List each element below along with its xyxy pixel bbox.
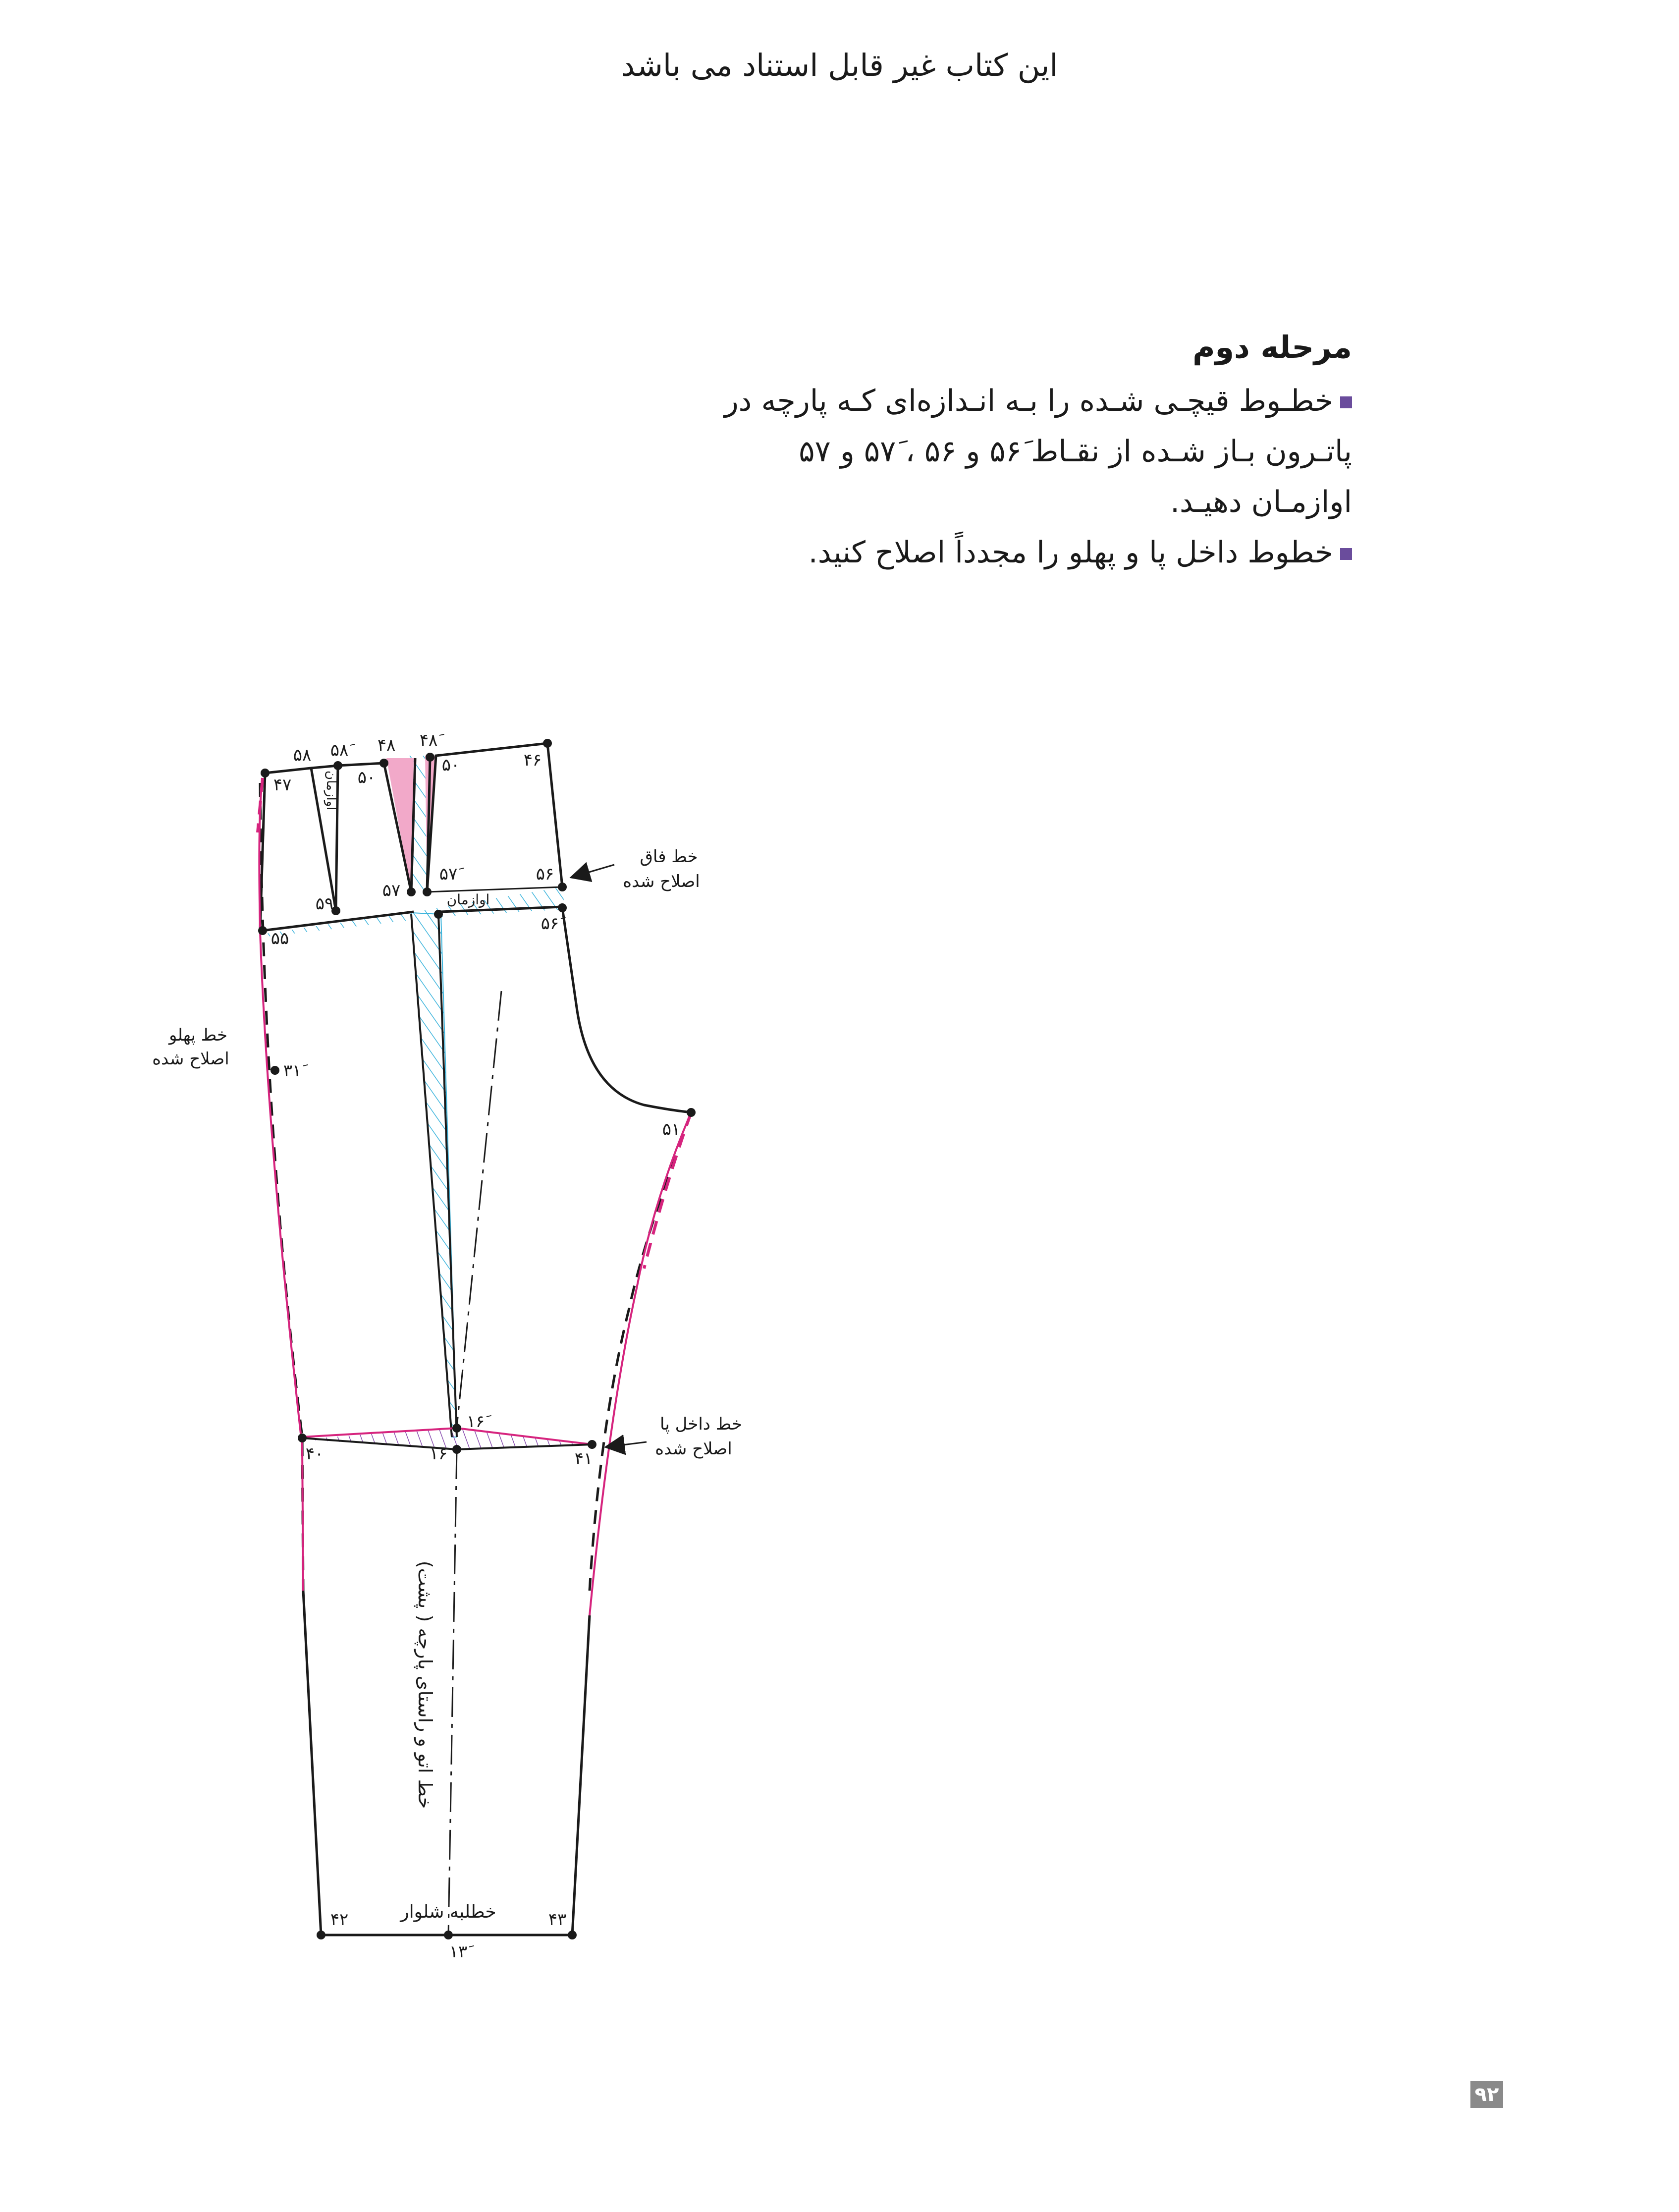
label-p51: ۵۱ (662, 1119, 681, 1139)
crotch-curve (562, 908, 691, 1112)
callout-crotch-line-2: اصلاح شده (623, 872, 700, 891)
label-p56: ۵۶ (536, 864, 554, 884)
label-p46: ۴۶ (523, 750, 542, 770)
label-p59: ۵۹ (315, 894, 334, 914)
hem-label: خطلبه شلوار (400, 1902, 496, 1922)
lower-leg-lines (303, 1591, 590, 1935)
label-p47: ۴۷ (273, 775, 292, 795)
bullet-1-line-3: اوازمـان دهیـد. (1170, 485, 1352, 519)
grainline-label: خط اتو و راستای پارچه ( پشت) (414, 1560, 436, 1809)
callout-crotch-line-1: خط فاق (640, 847, 698, 867)
label-p16p: ۱۶َ (466, 1412, 485, 1432)
callout-side-line-1: خط پهلو (168, 1025, 228, 1045)
header-note: این کتاب غیر قابل استناد می باشد (621, 47, 1058, 83)
bullet-1-line-2: پاتـرون بـاز شـده از نقـاط ۵۶َ و ۵۶ ، ۵۷َ و ۵۷ (799, 434, 1352, 469)
label-p48p: ۴۸َ (419, 730, 438, 750)
dash-dot-guide (457, 991, 501, 1427)
side-seam-original (260, 783, 303, 1591)
callout-crotch (572, 847, 700, 891)
label-p40: ۴۰ (305, 1444, 324, 1464)
bullet-2-line-1: خطوط داخل پا و پهلو را مجدداً اصلاح کنید. (808, 535, 1333, 570)
callout-inseam-line-2: اصلاح شده (655, 1439, 732, 1459)
label-p42: ۴۲ (330, 1910, 349, 1930)
label-p57: ۵۷ (382, 881, 401, 900)
pattern-points (258, 739, 696, 1939)
label-p16: ۱۶ (429, 1444, 448, 1464)
callout-inseam-line-1: خط داخل پا (659, 1414, 743, 1434)
label-p43: ۴۳ (548, 1910, 567, 1930)
label-p13p: ۱۳َ (449, 1942, 468, 1962)
bullet-1-line-1: خطـوط قیچـی شـده را بـه انـدازه‌ای کـه پارچه در (724, 384, 1333, 418)
dart-pink-fill (386, 758, 414, 892)
label-p57p: ۵۷َ (439, 864, 458, 884)
point-labels (271, 730, 681, 1962)
side-seam-corrected (259, 778, 303, 1591)
label-p31p: ۳۱َ (283, 1061, 302, 1081)
step-title: مرحله دوم (1192, 329, 1352, 365)
label-p48: ۴۸ (377, 735, 396, 755)
grainline (448, 1449, 457, 1935)
label-p56p: ۵۶َ (541, 914, 559, 934)
inseam-corrected (590, 1112, 691, 1615)
label-p55: ۵۵ (271, 929, 289, 948)
inseam-original (590, 1112, 691, 1591)
label-p58: ۵۸ (293, 745, 312, 765)
callout-inseam (607, 1414, 742, 1459)
label-p50a: ۵۰ (357, 768, 376, 787)
label-p58p: ۵۸َ (330, 740, 349, 760)
callout-side (152, 1025, 229, 1069)
label-p50b: ۵۰ (441, 755, 460, 775)
overlap-label-crotch: اوازمان (446, 891, 490, 908)
overlap-label-vertical: اوازمان (324, 771, 338, 811)
label-p41: ۴۱ (574, 1449, 593, 1469)
page-number: ۹۲ (1470, 2081, 1503, 2108)
callout-side-line-2: اصلاح شده (152, 1049, 229, 1069)
